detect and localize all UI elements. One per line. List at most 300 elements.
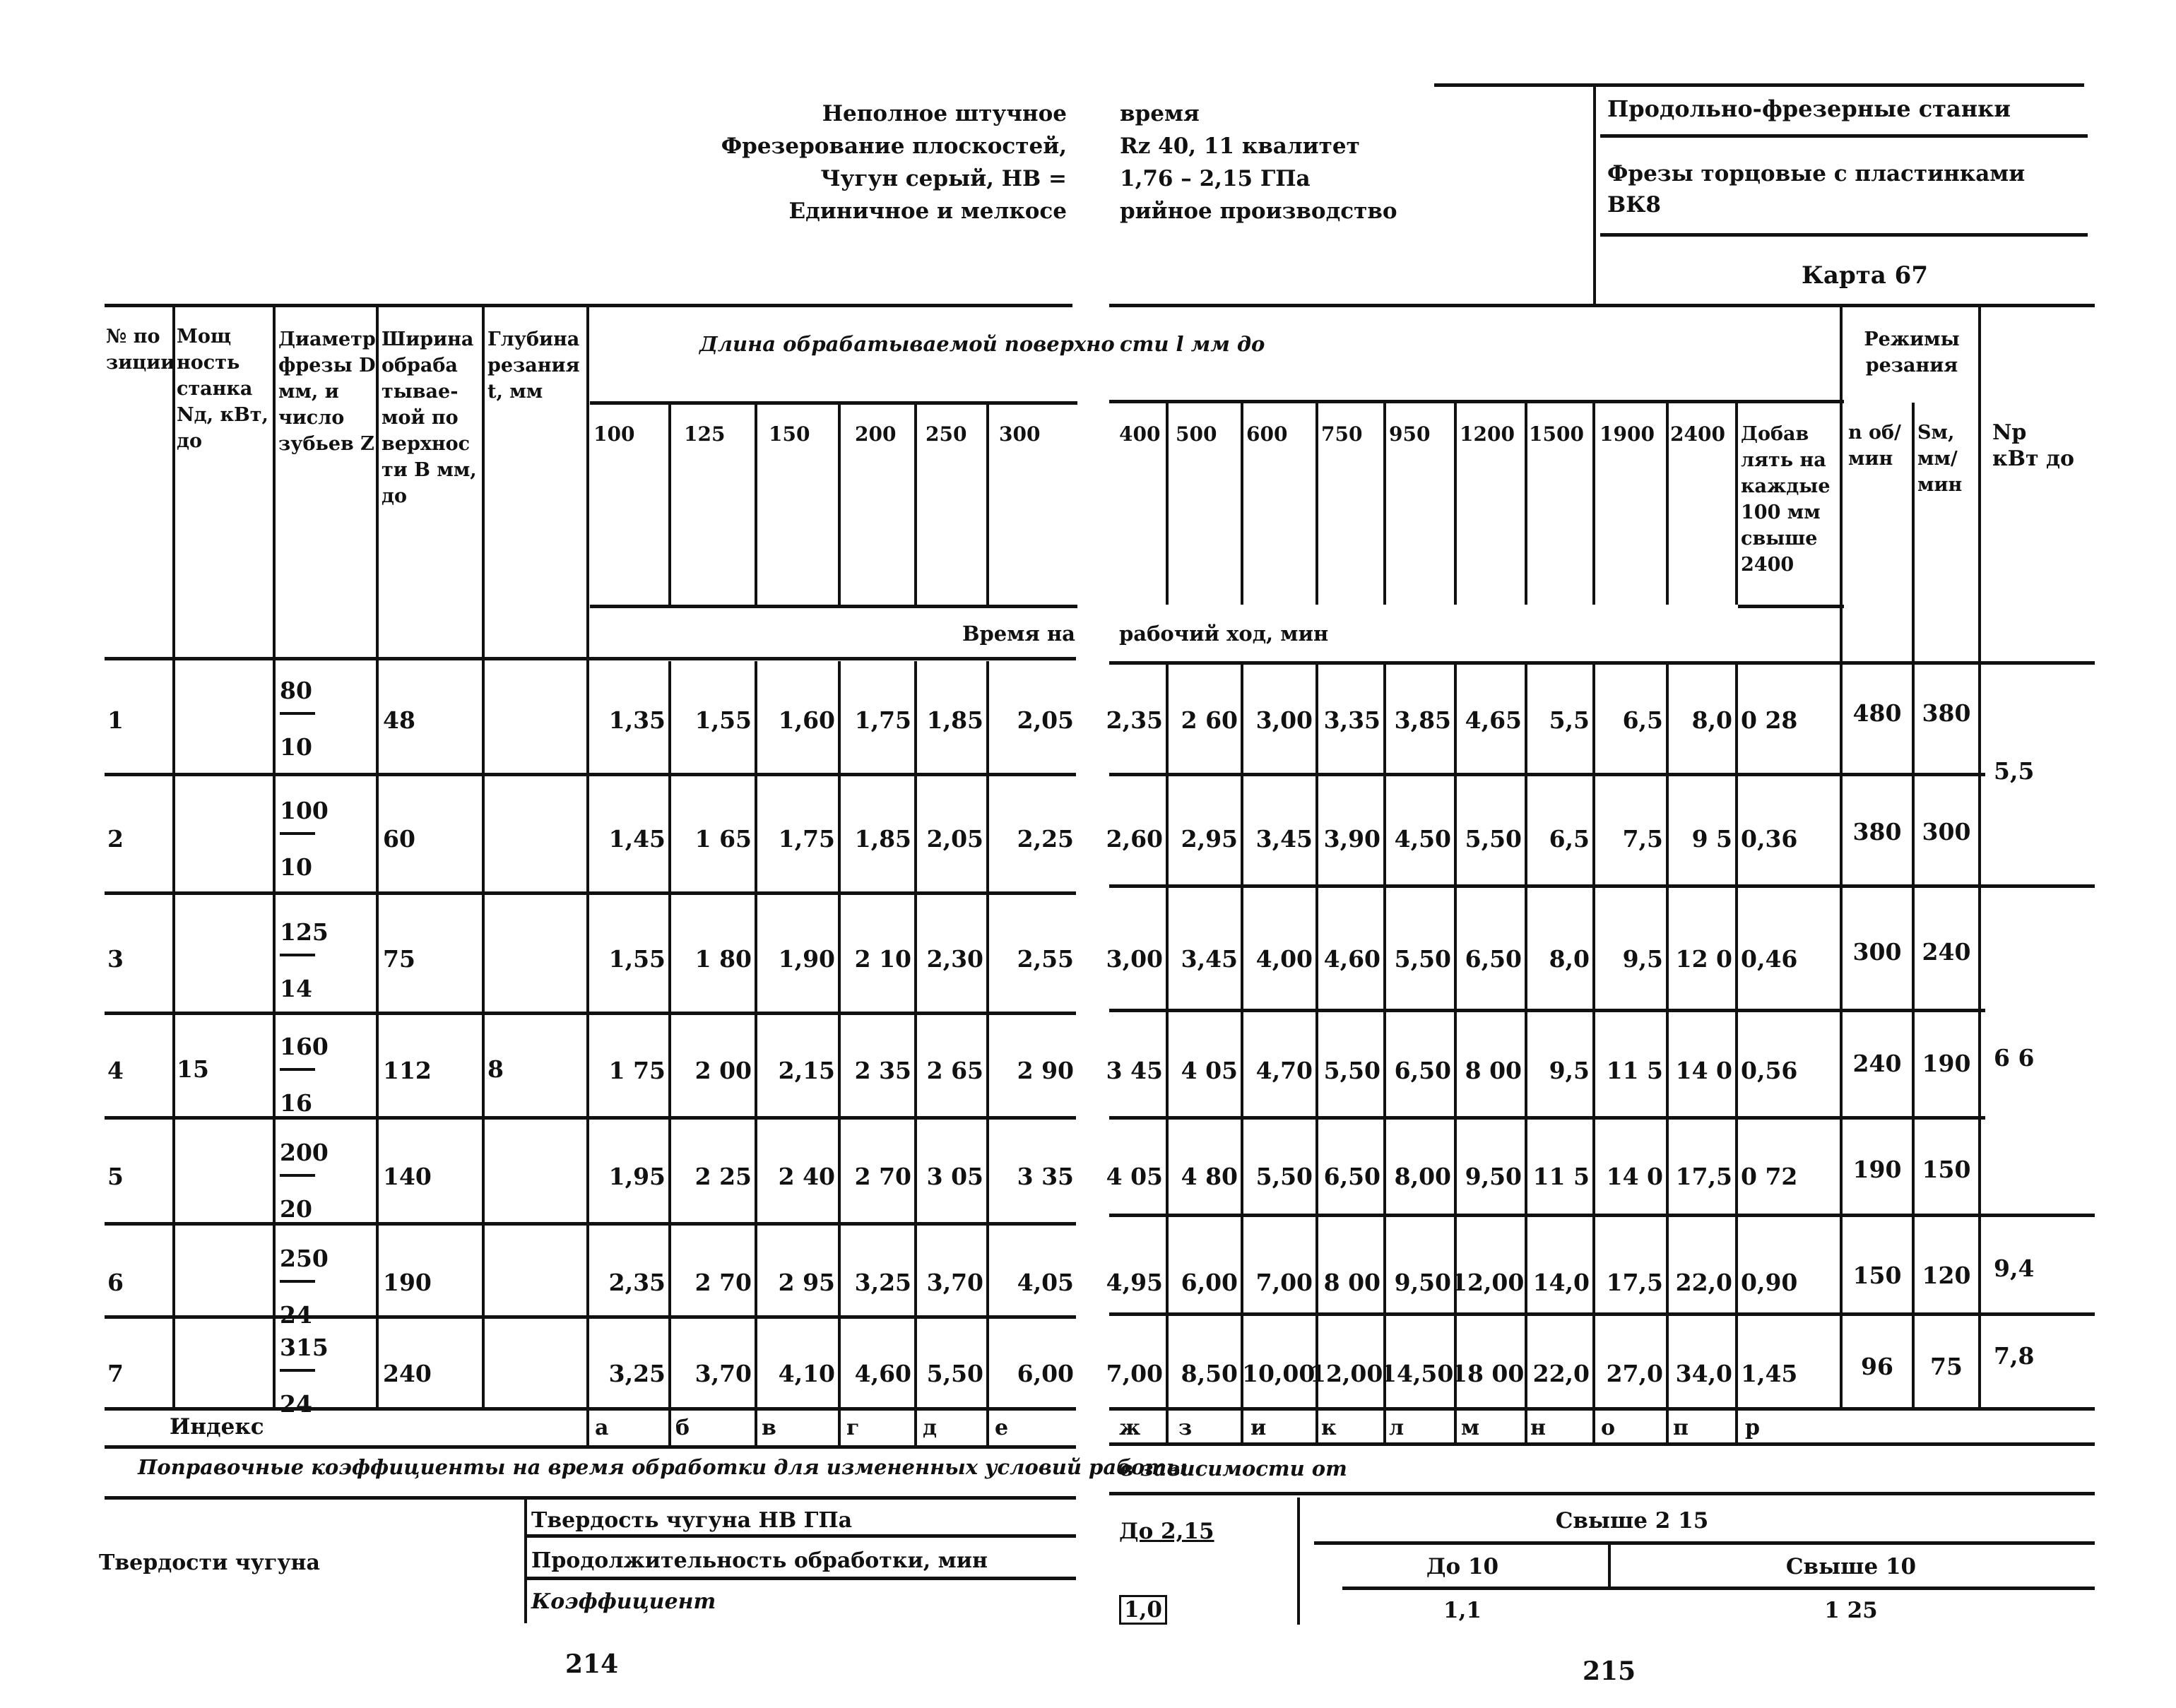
time-cell: 2,25: [1017, 825, 1074, 853]
time-cell: 8,0: [1691, 706, 1732, 734]
rule: [1840, 304, 1843, 1407]
time-cell: 8,0: [1549, 945, 1590, 973]
time-cell: 8,00: [1394, 1163, 1451, 1190]
feed-cell: 120: [1922, 1262, 1971, 1289]
time-cell: 1 65: [694, 825, 752, 853]
col-position: [106, 324, 175, 376]
cutter-teeth: 20: [280, 1195, 312, 1223]
header-text: № по: [106, 326, 160, 348]
rule: [524, 1496, 527, 1623]
cutter-diameter: 125: [280, 918, 329, 946]
col-feed: [1917, 420, 1962, 498]
time-cell: 1,75: [854, 706, 911, 734]
add-per-100-cell: 1,45: [1741, 1360, 1798, 1387]
coefficient-upto: 1,0: [1119, 1595, 1167, 1625]
rule: [1383, 661, 1386, 1445]
time-cell: 2,35: [608, 1269, 666, 1296]
time-cell: 1,75: [778, 825, 835, 853]
col-spindle-speed: [1848, 420, 1901, 472]
time-cell: 2 90: [1017, 1057, 1074, 1084]
time-cell: 5,50: [1465, 825, 1522, 853]
rule: [527, 1577, 1076, 1580]
time-cell: 9,5: [1549, 1057, 1590, 1084]
rule: [1315, 661, 1318, 1445]
time-cell: 6,50: [1323, 1163, 1380, 1190]
add-per-100-cell: 0,90: [1741, 1269, 1798, 1296]
header-line: Чугун серый, НВ =: [820, 166, 1067, 191]
index-letter: п: [1673, 1416, 1689, 1440]
cutter-diameter: 100: [280, 797, 329, 824]
spindle-speed-cell: 240: [1852, 1050, 1902, 1077]
time-cell: 2 60: [1181, 706, 1238, 734]
cutter-diameter: 160: [280, 1033, 329, 1060]
rule: [172, 304, 175, 1407]
rule: [1735, 403, 1738, 605]
rule: [1525, 661, 1527, 1445]
header-text: обраба: [382, 355, 458, 376]
time-cell: 12,00: [1451, 1269, 1525, 1296]
rule: [668, 661, 671, 1445]
header-text: до: [382, 485, 408, 507]
header-line: Rz 40, 11 квалитет: [1120, 134, 1360, 159]
time-cell: 4,50: [1394, 825, 1451, 853]
time-cell: 11 5: [1532, 1163, 1590, 1190]
rule: [986, 403, 989, 605]
row-position: 7: [107, 1360, 124, 1387]
rule: [1454, 661, 1457, 1445]
cutter-diameter: 80: [280, 677, 312, 704]
rule: [590, 401, 1077, 405]
rule: [1109, 661, 2095, 665]
col-cutting-modes: [1845, 326, 1978, 379]
surface-width: 240: [383, 1360, 432, 1387]
header-text: ти В мм,: [382, 459, 477, 481]
index-letter: з: [1178, 1416, 1193, 1440]
time-cell: 3,70: [694, 1360, 752, 1387]
time-cell: 1,55: [608, 945, 666, 973]
header-line: 1,76 – 2,15 ГПа: [1120, 166, 1311, 191]
rule: [755, 661, 757, 1445]
time-cell: 27,0: [1606, 1360, 1663, 1387]
rule: [1434, 83, 2084, 87]
rule: [482, 304, 485, 1407]
index-letter: к: [1321, 1416, 1337, 1440]
time-cell: 3,85: [1394, 706, 1451, 734]
index-letter: н: [1530, 1416, 1546, 1440]
rule: [105, 1222, 1076, 1226]
header-line: рийное производство: [1120, 198, 1397, 224]
rule: [1109, 1312, 2095, 1316]
col-diameter: [278, 326, 376, 457]
header-text: Добав: [1741, 423, 1809, 445]
header-text: зиции: [106, 352, 175, 374]
header-text: каждые: [1741, 475, 1831, 497]
time-cell: 8 00: [1465, 1057, 1522, 1084]
header-text: 100 мм: [1741, 502, 1821, 523]
time-cell: 4 05: [1106, 1163, 1163, 1190]
time-cell: 22,0: [1532, 1360, 1590, 1387]
length-2400: 2400: [1670, 422, 1725, 446]
cutter-teeth: 10: [280, 853, 312, 881]
time-cell: 3 35: [1017, 1163, 1074, 1190]
header-left-text: [721, 97, 1067, 227]
duration-upto: До 10: [1426, 1554, 1499, 1579]
time-cell: 1,55: [694, 706, 752, 734]
time-cell: 3,25: [608, 1360, 666, 1387]
time-cell: 1,95: [608, 1163, 666, 1190]
rule: [1978, 304, 1981, 1407]
header-text: кВт до: [1992, 446, 2075, 471]
surface-width: 190: [383, 1269, 432, 1296]
time-cell: 8,50: [1181, 1360, 1238, 1387]
time-cell: 14,50: [1380, 1360, 1454, 1387]
time-cell: 2,35: [1106, 706, 1163, 734]
correction-row-duration: Продолжительность обработки, мин: [531, 1548, 988, 1573]
header-text: 2400: [1741, 554, 1794, 576]
header-text: станка: [177, 378, 253, 400]
spindle-speed-cell: 380: [1852, 818, 1902, 846]
time-cell: 3,70: [926, 1269, 983, 1296]
rule: [1342, 1587, 2095, 1590]
rule: [668, 403, 671, 605]
time-cell: 6,00: [1017, 1360, 1074, 1387]
header-line: Неполное штучное: [822, 101, 1067, 126]
feed-cell: 300: [1922, 818, 1971, 846]
index-letter: д: [923, 1416, 937, 1440]
time-cell: 6,5: [1549, 825, 1590, 853]
rule: [105, 1315, 1076, 1319]
length-950: 950: [1389, 422, 1431, 446]
time-cell: 3 45: [1106, 1057, 1163, 1084]
header-text: Глубина: [487, 328, 580, 350]
length-1200: 1200: [1460, 422, 1515, 446]
coefficient-over10: 1 25: [1824, 1598, 1878, 1623]
time-cell: 2,60: [1106, 825, 1163, 853]
header-text: до: [177, 430, 203, 452]
length-header-right: сти l мм до: [1120, 332, 1265, 356]
page-number-right: 215: [1583, 1656, 1636, 1686]
header-text: Ширина: [382, 328, 474, 350]
length-600: 600: [1246, 422, 1288, 446]
rule: [1109, 1442, 2095, 1446]
header-text: Режимы: [1864, 328, 1960, 350]
length-250: 250: [926, 422, 967, 446]
surface-width: 140: [383, 1163, 432, 1190]
time-cell: 5,5: [1549, 706, 1590, 734]
rule: [1608, 1544, 1611, 1589]
hardness-upto: До 2,15: [1119, 1519, 1214, 1544]
time-cell: 9 5: [1691, 825, 1732, 853]
rule: [1383, 403, 1386, 605]
time-cell: 12 0: [1675, 945, 1732, 973]
coefficient-upto10: 1,1: [1443, 1598, 1482, 1623]
time-cell: 2 95: [778, 1269, 835, 1296]
time-cell: 9,50: [1465, 1163, 1522, 1190]
rule: [1738, 605, 1844, 608]
header-text: фрезы D: [278, 355, 376, 376]
cutter-teeth: 10: [280, 733, 312, 761]
length-300: 300: [999, 422, 1041, 446]
time-cell: 5,50: [1255, 1163, 1313, 1190]
fraction-bar: [280, 712, 315, 715]
time-cell: 11 5: [1606, 1057, 1663, 1084]
rule: [527, 1534, 1076, 1538]
rule: [105, 773, 1076, 776]
index-letter: а: [595, 1416, 609, 1440]
rule: [590, 605, 1077, 608]
add-per-100-cell: 0,46: [1741, 945, 1798, 973]
header-text: число: [278, 407, 345, 429]
header-text: резания: [487, 355, 580, 376]
time-header-left: Время на: [962, 622, 1075, 646]
rule: [1109, 884, 2095, 888]
rule: [1241, 403, 1243, 605]
rule: [1241, 661, 1243, 1445]
length-500: 500: [1176, 422, 1217, 446]
row-position: 1: [107, 706, 124, 734]
header-text: мин: [1848, 448, 1893, 470]
time-cell: 12,00: [1310, 1360, 1383, 1387]
time-cell: 3,00: [1106, 945, 1163, 973]
header-text: свыше: [1741, 528, 1818, 550]
cutter-teeth: 16: [280, 1089, 312, 1117]
time-cell: 1,35: [608, 706, 666, 734]
rule: [914, 661, 917, 1445]
cutter-teeth: 24: [280, 1390, 312, 1418]
time-cell: 2,15: [778, 1057, 835, 1084]
cutter-diameter: 200: [280, 1139, 329, 1166]
header-text: Nд, кВт,: [177, 404, 268, 426]
rule: [1109, 400, 1844, 403]
time-cell: 1,60: [778, 706, 835, 734]
fraction-bar: [280, 832, 315, 835]
time-cell: 1,85: [926, 706, 983, 734]
time-cell: 4,00: [1255, 945, 1313, 973]
rule: [1109, 304, 2095, 307]
rule: [1592, 661, 1595, 1445]
rule: [1109, 1214, 2095, 1217]
time-cell: 5,50: [926, 1360, 983, 1387]
rule: [1666, 403, 1669, 605]
time-cell: 4 05: [1181, 1057, 1238, 1084]
feed-cell: 190: [1922, 1050, 1971, 1077]
header-text: резания: [1865, 355, 1958, 376]
rule: [105, 657, 1076, 660]
time-cell: 2 25: [694, 1163, 752, 1190]
rule: [1912, 403, 1915, 1407]
time-cell: 3,90: [1323, 825, 1380, 853]
rule: [914, 403, 917, 605]
fraction-bar: [280, 954, 315, 956]
header-text: Np: [1992, 420, 2027, 445]
header-text: ность: [177, 352, 240, 374]
rule: [1454, 403, 1457, 605]
header-line: Единичное и мелкосе: [788, 198, 1067, 224]
surface-width: 112: [383, 1057, 432, 1084]
np-value: 9,4: [1994, 1255, 2035, 1282]
add-per-100-cell: 0,36: [1741, 825, 1798, 853]
col-add-per-100: [1741, 421, 1831, 578]
time-cell: 4,95: [1106, 1269, 1163, 1296]
time-cell: 34,0: [1675, 1360, 1732, 1387]
header-text: n об/: [1848, 422, 1901, 444]
row-position: 3: [107, 945, 124, 973]
rule: [1109, 1407, 2095, 1411]
time-cell: 9,5: [1622, 945, 1663, 973]
rule: [838, 661, 841, 1445]
rule: [1166, 661, 1169, 1445]
cutter-teeth: 14: [280, 975, 312, 1002]
rule: [1315, 403, 1318, 605]
time-cell: 2,05: [1017, 706, 1074, 734]
header-text: мм, и: [278, 381, 339, 403]
time-cell: 17,5: [1675, 1163, 1732, 1190]
length-200: 200: [855, 422, 897, 446]
header-text: мой по: [382, 407, 459, 429]
header-mid-text: [1120, 97, 1397, 227]
index-letter: б: [675, 1416, 690, 1440]
corrections-title-cont: в зависимости от: [1120, 1457, 1347, 1481]
time-cell: 4,10: [778, 1360, 835, 1387]
col-power-required: [1992, 420, 2074, 472]
time-cell: 4,05: [1017, 1269, 1074, 1296]
time-cell: 4 80: [1181, 1163, 1238, 1190]
time-cell: 2,55: [1017, 945, 1074, 973]
header-text: Диаметр: [278, 328, 376, 350]
rule: [755, 403, 757, 605]
col-power: [177, 324, 268, 454]
row-position: 5: [107, 1163, 124, 1190]
time-cell: 4,70: [1255, 1057, 1313, 1084]
np-value: 6 6: [1994, 1044, 2035, 1072]
correction-row-coefficient: Коэффициент: [531, 1589, 716, 1614]
time-cell: 6,00: [1181, 1269, 1238, 1296]
col-width: [382, 326, 477, 509]
spindle-speed-cell: 480: [1852, 699, 1902, 727]
time-cell: 4,65: [1465, 706, 1522, 734]
add-per-100-cell: 0 28: [1741, 706, 1798, 734]
index-letter: е: [995, 1416, 1009, 1440]
np-value: 5,5: [1994, 757, 2035, 785]
time-cell: 3,35: [1323, 706, 1380, 734]
time-cell: 4,60: [1323, 945, 1380, 973]
time-cell: 3,45: [1181, 945, 1238, 973]
rule: [105, 1407, 1076, 1411]
index-letter: р: [1745, 1416, 1760, 1440]
header-line: Фрезерование плоскостей,: [721, 134, 1067, 159]
time-cell: 7,00: [1255, 1269, 1313, 1296]
time-cell: 2,95: [1181, 825, 1238, 853]
fraction-bar: [280, 1280, 315, 1283]
index-letter: л: [1389, 1416, 1405, 1440]
surface-width: 60: [383, 825, 415, 853]
time-cell: 14,0: [1532, 1269, 1590, 1296]
time-cell: 14 0: [1606, 1163, 1663, 1190]
surface-width: 75: [383, 945, 415, 973]
feed-cell: 380: [1922, 699, 1971, 727]
rule: [1666, 661, 1669, 1445]
add-per-100-cell: 0 72: [1741, 1163, 1798, 1190]
rule: [1109, 1492, 2095, 1495]
time-header-right: рабочий ход, мин: [1119, 622, 1329, 646]
rule: [838, 403, 841, 605]
np-value: 7,8: [1994, 1342, 2035, 1370]
time-cell: 14 0: [1675, 1057, 1732, 1084]
time-cell: 2 00: [694, 1057, 752, 1084]
time-cell: 8 00: [1323, 1269, 1380, 1296]
length-750: 750: [1321, 422, 1363, 446]
time-cell: 1,85: [854, 825, 911, 853]
surface-width: 48: [383, 706, 415, 734]
length-1500: 1500: [1529, 422, 1584, 446]
time-cell: 6,50: [1465, 945, 1522, 973]
rule: [986, 661, 989, 1445]
cutter-diameter: 250: [280, 1245, 329, 1272]
length-400: 400: [1119, 422, 1161, 446]
length-header-left: Длина обрабатываемой поверхно: [699, 332, 1115, 356]
time-cell: 7,00: [1106, 1360, 1163, 1387]
rule: [273, 304, 276, 1407]
rule: [1592, 403, 1595, 605]
rule: [105, 1012, 1076, 1015]
spindle-speed-cell: 96: [1861, 1353, 1893, 1380]
rule: [1735, 661, 1738, 1445]
machine-type: Продольно-фрезерные станки: [1607, 95, 2011, 122]
spindle-speed-cell: 150: [1852, 1262, 1902, 1289]
time-cell: 10,00: [1242, 1360, 1315, 1387]
row-position: 2: [107, 825, 124, 853]
time-cell: 6,50: [1394, 1057, 1451, 1084]
rule: [1166, 403, 1169, 605]
correction-factor: Твердости чугуна: [99, 1550, 320, 1575]
rule: [1600, 233, 2088, 237]
cutter-type: Фрезы торцовые с пластинками: [1607, 161, 2026, 186]
time-cell: 18 00: [1451, 1360, 1525, 1387]
time-cell: 5,50: [1323, 1057, 1380, 1084]
row-position: 4: [107, 1057, 124, 1084]
header-text: Мощ: [177, 326, 232, 348]
time-cell: 3,25: [854, 1269, 911, 1296]
correction-row-hardness: Твердость чугуна НВ ГПа: [531, 1508, 853, 1533]
rule: [1525, 403, 1527, 605]
page-number-left: 214: [565, 1649, 619, 1679]
rule: [105, 1445, 1076, 1449]
time-cell: 2,30: [926, 945, 983, 973]
card-number: Карта 67: [1802, 261, 1928, 290]
time-cell: 17,5: [1606, 1269, 1663, 1296]
header-text: лять на: [1741, 449, 1826, 471]
time-cell: 7,5: [1622, 825, 1663, 853]
header-text: t, мм: [487, 381, 543, 403]
length-150: 150: [769, 422, 810, 446]
header-text: верхнос: [382, 433, 471, 455]
machine-power-value: 15: [177, 1055, 209, 1083]
time-cell: 2 70: [854, 1163, 911, 1190]
cutter-teeth: 24: [280, 1301, 312, 1329]
time-cell: 2 10: [854, 945, 911, 973]
time-cell: 1,45: [608, 825, 666, 853]
time-cell: 2,05: [926, 825, 983, 853]
rule: [1297, 1498, 1300, 1625]
rule: [376, 304, 379, 1407]
col-depth: [487, 326, 580, 405]
length-1900: 1900: [1600, 422, 1655, 446]
time-cell: 9,50: [1394, 1269, 1451, 1296]
index-letter: и: [1250, 1416, 1267, 1440]
index-letter: м: [1461, 1416, 1480, 1440]
corrections-title: Поправочные коэффициенты на время обработки для измененных условий работы: [138, 1455, 1188, 1479]
rule: [1314, 1541, 2095, 1545]
